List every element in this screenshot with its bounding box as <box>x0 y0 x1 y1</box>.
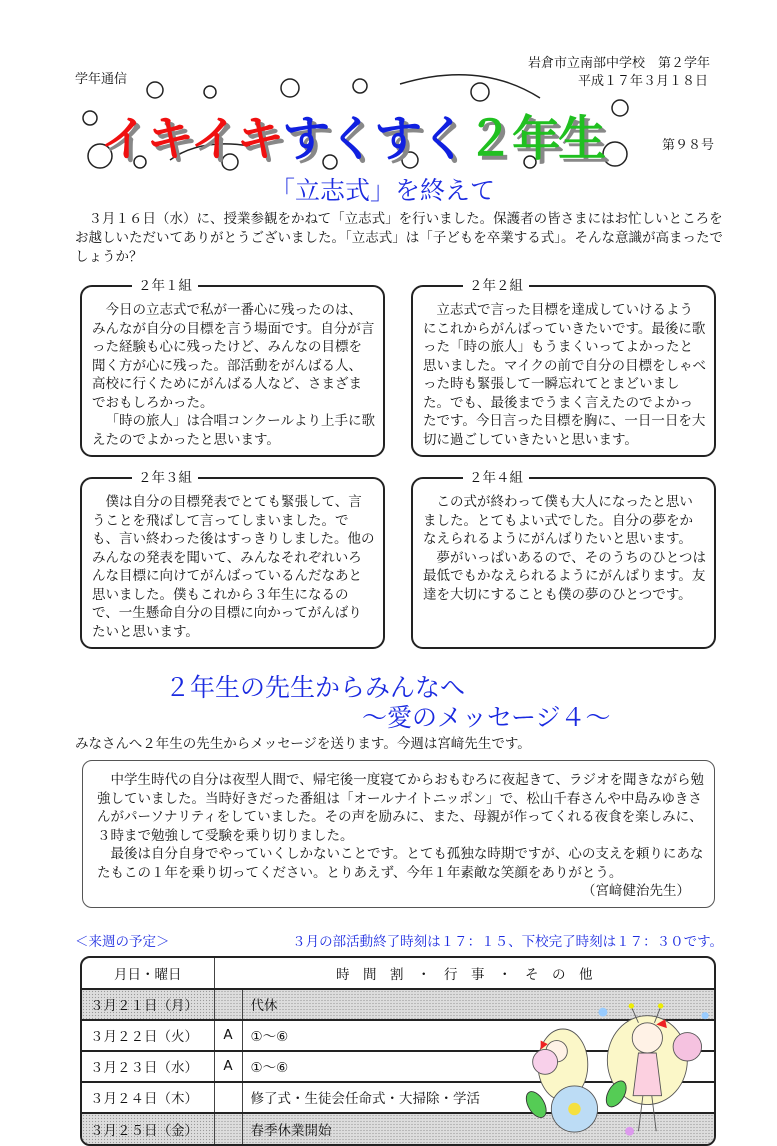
row-event: 代休 <box>242 989 714 1020</box>
box-paragraph: 今日の立志式で私が一番心に残ったのは、みんなが自分の目標を言う場面です。自分が言った経験も心に残ったけど、みんなの目標を聞く方が心に残った。部活動をがんばる人、高校に行くためにがんばる人など、さまざまでおもしろかった。 <box>92 302 375 411</box>
title-part-1: イキイキ <box>100 111 283 167</box>
teacher-message-box <box>82 760 715 908</box>
schedule-note: ３月の部活動終了時刻は１７：１５、下校完了時刻は１７：３０です。 <box>292 933 723 950</box>
school-name: 岩倉市立南部中学校 第２学年 <box>528 56 711 71</box>
row-code <box>214 1113 242 1144</box>
box-paragraph: 僕は自分の目標発表でとても緊張して、言うことを飛ばして言ってしまいました。でも、言い終わった後はすっきりしました。他のみんなの発表を聞いて、みんなそれぞれいろんな目標に向けてがんばっているんだなあと思いました。僕もこれから３年生になるので、一生懸命自分の目標に向かってがんばりたいと思います。 <box>92 494 375 640</box>
schedule-title: ＜来週の予定＞ <box>75 933 170 950</box>
newsletter-title <box>100 100 604 169</box>
row-date: ３月２５日（金） <box>82 1113 214 1144</box>
title-part-2: すくすく <box>282 111 467 167</box>
class-box-4 <box>411 470 716 649</box>
section1-intro: ３月１６日（水）に、授業参観をかねて「立志式」を行いました。保護者の皆さまにはお忙しいところをお越しいただいてありがとうございました。「立志式」は「子どもを卒業する式」。そんな意識が高まったでしょうか？ <box>75 211 723 265</box>
class-box-2 <box>411 278 716 457</box>
message-paragraph: 最後は自分自身でやっていくしかないことです。とても孤独な時期ですが、心の支えを頼りにあなたもこの１年を乗り切ってください。とりあえず、今年１年素敵な笑顔をありがとう。 <box>97 846 704 881</box>
class-box-3 <box>80 470 385 649</box>
row-event: 春季休業開始 <box>242 1113 714 1144</box>
issue-number: 第９８号 <box>662 138 715 153</box>
table-header-row <box>82 958 714 989</box>
class-boxes <box>80 278 723 649</box>
newsletter-label: 学年通信 <box>75 72 128 87</box>
message-paragraph: 中学生時代の自分は夜型人間で、帰宅後一度寝てからおもむろに夜起きて、ラジオを聞きながら勉強していました。当時好きだった番組は「オールナイトニッポン」で、松山千春さんや中島みゆきさんがパーソナリティをしていました。その声を励みに、また、母親が作ってくれる夜食を楽しみに、３時まで勉強して受験を乗り切りました。 <box>97 772 704 844</box>
class-label: ２年１組 <box>132 278 198 294</box>
section2-subtitle: ～愛のメッセージ４～ <box>362 703 611 732</box>
box-paragraph: この式が終わって僕も大人になったと思いました。とてもよい式でした。自分の夢をかなえられるようにがんばりたいと思います。 <box>423 494 693 547</box>
message-signature: （宮﨑健治先生） <box>582 883 690 899</box>
box-paragraph: 夢がいっぱいあるので、そのうちのひとつは最低でもかなえられるようにがんばります。友達を大切にすることも僕の夢のひとつです。 <box>423 549 706 603</box>
row-code: A <box>214 1051 242 1082</box>
header-events: 時 間 割 ・ 行 事 ・ そ の 他 <box>214 958 714 989</box>
header-date: 月日・曜日 <box>82 958 214 989</box>
row-code <box>214 989 242 1020</box>
title-part-3: ２年生 <box>466 111 605 167</box>
section2-title: ２年生の先生からみんなへ <box>165 673 466 702</box>
fairy-illustration <box>514 994 714 1144</box>
box-paragraph: 「時の旅人」は合唱コンクールより上手に歌えたのでよかったと思います。 <box>92 413 375 448</box>
row-date: ３月２２日（火） <box>82 1020 214 1051</box>
class-label: ２年３組 <box>132 470 198 486</box>
issue-date: 平成１７年３月１８日 <box>578 74 709 89</box>
schedule-header <box>75 930 723 950</box>
row-event: ①～⑥ <box>242 1051 714 1082</box>
section2-intro: みなさんへ２年生の先生からメッセージを送ります。今週は宮﨑先生です。 <box>75 736 531 752</box>
row-event: ①～⑥ <box>242 1020 714 1051</box>
row-code: A <box>214 1020 242 1051</box>
row-code <box>214 1082 242 1113</box>
class-label: ２年４組 <box>463 470 529 486</box>
box-paragraph: 立志式で言った目標を達成していけるようにこれからがんばっていきたいです。最後に歌った「時の旅人」もうまくいってよかったと思いました。マイクの前で自分の目標をしゃべった時も緊張して一瞬忘れてとまどいました。でも、最後までうまく言えたのでよかったです。今日言った目標を胸に、一日一日を大切に過ごしていきたいと思います。 <box>423 302 706 448</box>
main-content <box>75 176 723 1146</box>
class-box-1 <box>80 278 385 457</box>
section1-title: 「立志式」を終えて <box>270 176 496 205</box>
schedule-table-wrapper <box>80 956 716 1146</box>
row-date: ３月２１日（月） <box>82 989 214 1020</box>
row-date: ３月２４日（木） <box>82 1082 214 1113</box>
class-label: ２年２組 <box>463 278 529 294</box>
row-date: ３月２３日（水） <box>82 1051 214 1082</box>
row-event: 修了式・生徒会任命式・大掃除・学活 <box>242 1082 714 1113</box>
